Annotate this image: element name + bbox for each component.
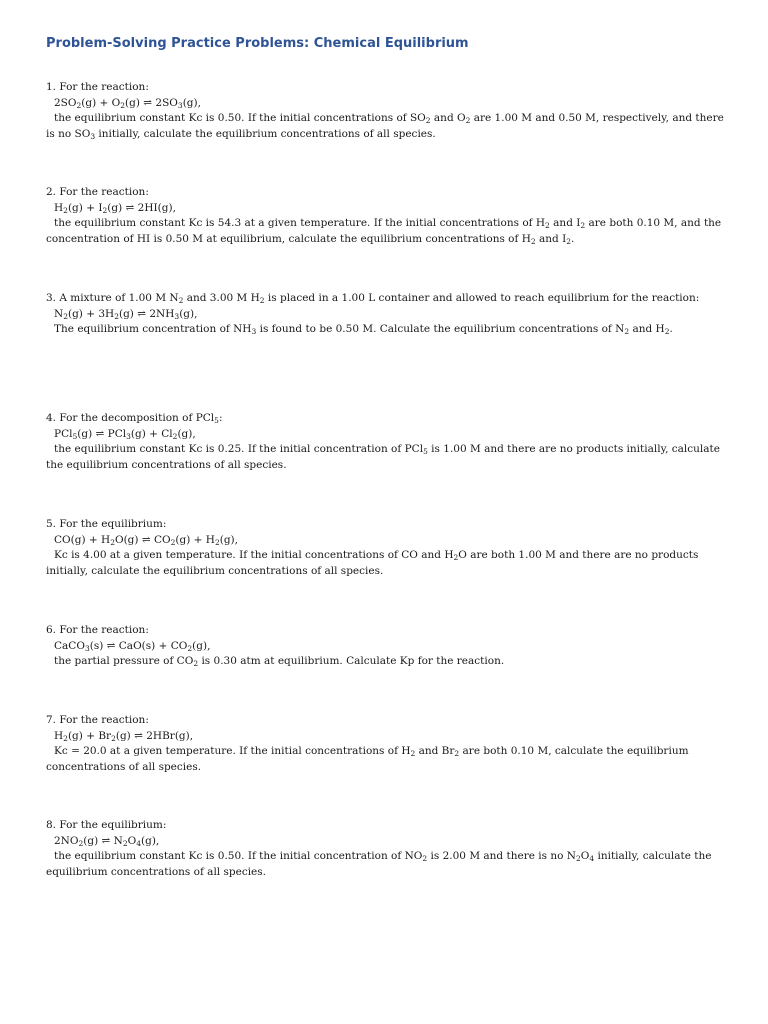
- reaction-equation: CaCO$_3$(s) ⇌ $CaO(s) + CO_2(g)$,: [54, 639, 211, 653]
- problem-text: the equilibrium constant Kc is 0.25. If the initial concentration of PCl$_5$ is 1.00 M and there are no products initially, calculate the equilibrium concentrations of all species.: [46, 443, 720, 472]
- problem-intro: 6. For the reaction:: [46, 624, 149, 636]
- problem-5: [46, 517, 732, 580]
- problem-intro: 8. For the equilibrium:: [46, 819, 167, 831]
- problem-text: the equilibrium constant Kc is 54.3 at a given temperature. If the initial concentrations of $H_2$ and $I_2$ are both 0.10 M, and the concentration of HI is 0.50 M at equilibrium, calculate the equilibrium concentrations of $H_2$ and $I_2$.: [46, 217, 722, 247]
- problem-text: the equilibrium constant Kc is 0.50. If the initial concentrations of $SO_2$ and $O_2$ are 1.00 M and 0.50 M, respectively, and there is no $SO_3$ initially, calculate the equilibrium concentrations of all species.: [46, 112, 724, 142]
- problem-intro: 1. For the reaction:: [46, 81, 149, 93]
- problem-text: Kc = 20.0 at a given temperature. If the initial concentrations of $H_2$ and $Br_2$ are both 0.10 M, calculate the equilibrium concentrations of all species.: [46, 745, 689, 774]
- problem-intro: 5. For the equilibrium:: [46, 518, 167, 530]
- problem-text: the equilibrium constant Kc is 0.50. If the initial concentration of $NO_2$ is 2.00 M and there is no $N_2O_4$ initially, calculate the equilibrium concentrations of all species.: [46, 850, 712, 879]
- reaction-equation: $2NO_2(g)$ ⇌ $N_2O_4(g)$,: [54, 834, 160, 848]
- reaction-equation: $H_2(g) + I_2(g)$ ⇌ 2HI(g),: [54, 201, 176, 215]
- problem-intro: 7. For the reaction:: [46, 714, 149, 726]
- problem-2: [46, 185, 732, 248]
- reaction-equation: $2SO_2(g) + O_2(g)$ ⇌ $2SO_3(g)$,: [54, 96, 201, 110]
- problem-intro: 3. A mixture of 1.00 M $N_2$ and 3.00 M $H_2$ is placed in a 1.00 L container and allowed to reach equilibrium for the reaction:: [46, 292, 700, 305]
- problem-1: [46, 80, 732, 143]
- problem-3: [46, 291, 732, 338]
- problem-8: [46, 818, 732, 881]
- problem-intro: 4. For the decomposition of PCl$_5$:: [46, 412, 223, 425]
- problem-4: [46, 411, 732, 474]
- problem-intro: 2. For the reaction:: [46, 186, 149, 198]
- problem-7: [46, 713, 732, 776]
- problem-text: The equilibrium concentration of $NH_3$ is found to be 0.50 M. Calculate the equilibrium concentrations of $N_2$ and $H_2$.: [54, 323, 673, 337]
- page-title: Problem-Solving Practice Problems: Chemical Equilibrium: [46, 36, 469, 51]
- problem-6: [46, 623, 732, 670]
- reaction-equation: $H_2(g) + Br_2(g)$ ⇌ 2HBr(g),: [54, 729, 194, 743]
- reaction-equation: PCl$_5$(g) ⇌ $PCl_3(g) + Cl_2(g)$,: [54, 427, 196, 441]
- reaction-equation: $N_2(g) + 3H_2(g)$ ⇌ $2NH_3(g)$,: [54, 307, 198, 321]
- problem-text: the partial pressure of $CO_2$ is 0.30 atm at equilibrium. Calculate Kp for the reaction.: [54, 655, 505, 669]
- problem-text: Kc is 4.00 at a given temperature. If the initial concentrations of CO and $H_2O$ are both 1.00 M and there are no products initially, calculate the equilibrium concentrations of all species.: [46, 549, 699, 578]
- reaction-equation: $CO(g) + H_2O(g)$ ⇌ $CO_2(g) + H_2(g)$,: [54, 533, 238, 547]
